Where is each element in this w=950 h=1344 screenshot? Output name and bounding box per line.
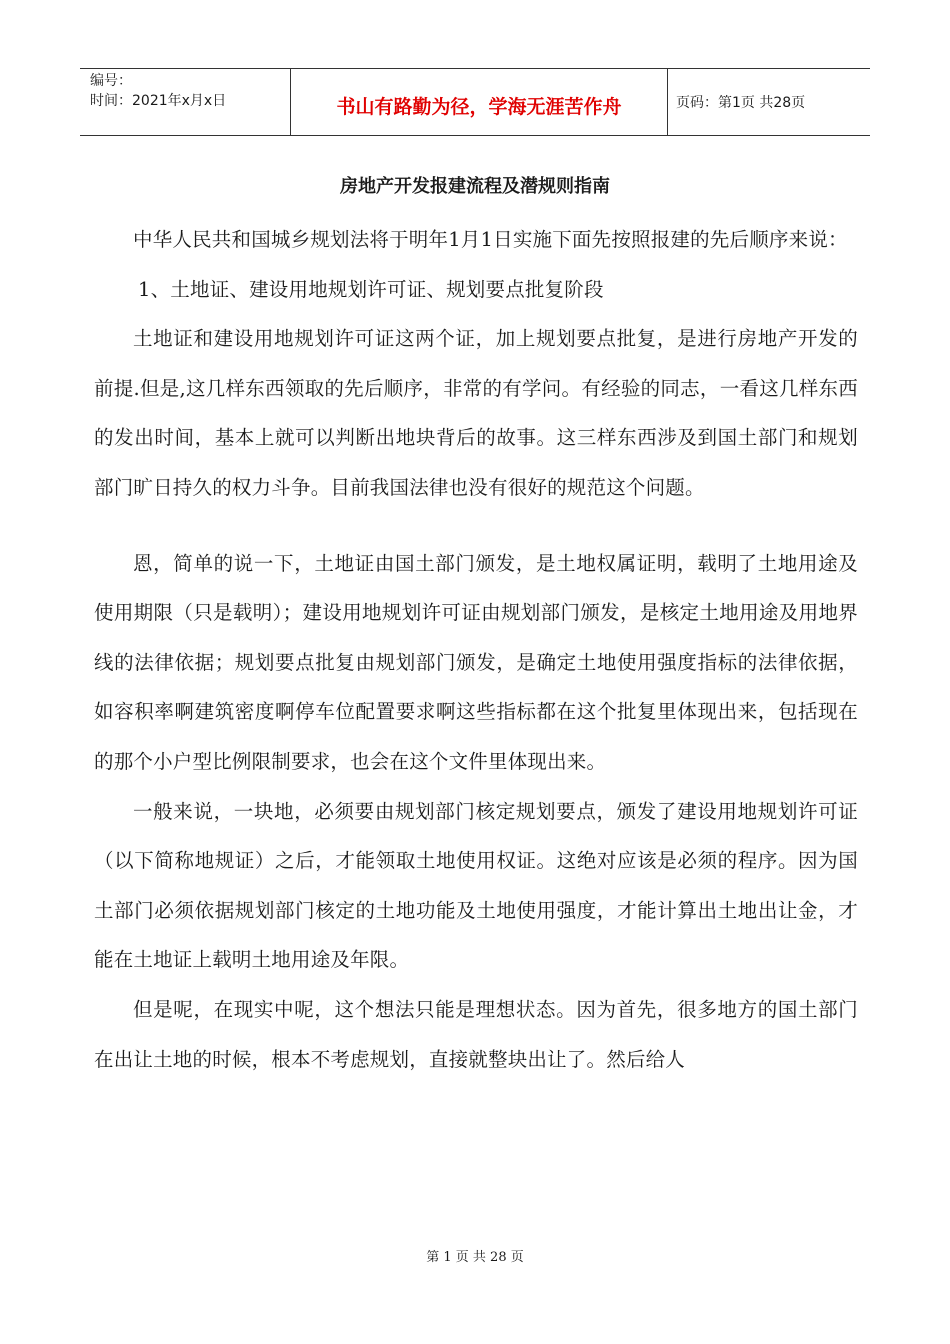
header-page-info: 页码：第1页 共28页 — [676, 95, 806, 111]
document-title: 房地产开发报建流程及潜规则指南 — [340, 176, 610, 197]
paragraph: 但是呢，在现实中呢，这个想法只能是理想状态。因为首先，很多地方的国土部门在出让土地的时候，根本不考虑规划，直接就整块出让了。然后给人 — [94, 997, 858, 1071]
paragraph: 土地证和建设用地规划许可证这两个证，加上规划要点批复，是进行房地产开发的前提.但是,这几样东西领取的先后顺序，非常的有学问。有经验的同志，一看这几样东西的发出时间，基本上就可以判断出地块背后的故事。这三样东西涉及到国土部门和规划部门旷日持久的权力斗争。目前我国法律也没有很好的规范这个问题。 — [94, 327, 858, 499]
paragraph: 恩，简单的说一下，土地证由国土部门颁发，是土地权属证明，载明了土地用途及使用期限（只是载明）；建设用地规划许可证由规划部门颁发，是核定土地用途及用地界线的法律依据；规划要点批复由规划部门颁发，是确定土地使用强度指标的法律依据，如容积率啊建筑密度啊停车位配置要求啊这些指标都在这个批复里体现出来，包括现在的那个小户型比例限制要求，也会在这个文件里体现出来。 — [94, 551, 858, 773]
document-date-label: 时间：2021年x月x日 — [90, 93, 227, 109]
document-header — [80, 68, 870, 136]
header-meta-cell — [80, 69, 291, 136]
paragraph: 中华人民共和国城乡规划法将于明年1月1日实施下面先按照报建的先后顺序来说： — [133, 228, 848, 251]
section-heading: 1、土地证、建设用地规划许可证、规划要点批复阶段 — [138, 277, 604, 301]
header-motto: 书山有路勤为径，学海无涯苦作舟 — [291, 69, 668, 136]
document-body — [94, 215, 858, 1084]
paragraph-spacer — [94, 513, 858, 539]
paragraph: 一般来说，一块地，必须要由规划部门核定规划要点，颁发了建设用地规划许可证（以下简称地规证）之后，才能领取土地使用权证。这绝对应该是必须的程序。因为国土部门必须依据规划部门核定的土地功能及土地使用强度，才能计算出土地出让金，才能在土地证上载明土地用途及年限。 — [94, 799, 858, 972]
document-number-label: 编号： — [90, 73, 132, 89]
page-footer: 第 1 页 共 28 页 — [426, 1250, 524, 1265]
